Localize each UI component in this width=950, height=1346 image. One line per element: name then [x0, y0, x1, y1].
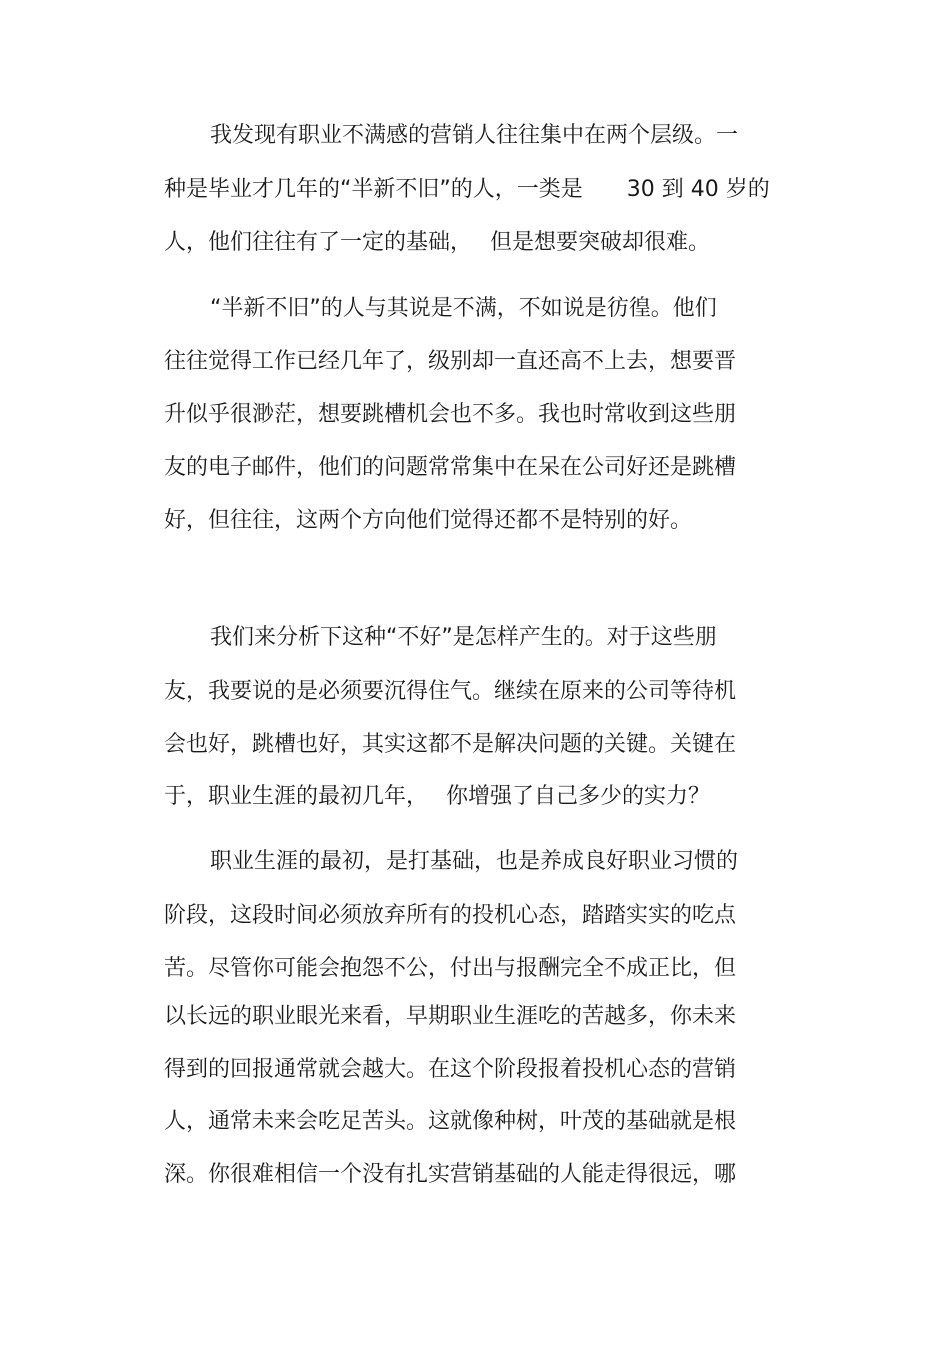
- paragraph-2-line-1: “半新不旧”的人与其说是不满，不如说是彷徨。他们: [210, 296, 717, 321]
- paragraph-1-line-1: 我发现有职业不满感的营销人往往集中在两个层级。一: [210, 123, 739, 148]
- paragraph-4-line-2: 阶段，这段时间必须放弃所有的投机心态，踏踏实实的吃点: [164, 903, 737, 928]
- paragraph-2-line-2: 往往觉得工作已经几年了，级别却一直还高不上去，想要晋: [164, 349, 737, 374]
- paragraph-4-line-3: 苦。尽管你可能会抱怨不公，付出与报酬完全不成正比，但: [164, 956, 737, 981]
- paragraph-2-line-3: 升似乎很渺茫，想要跳槽机会也不多。我也时常收到这些朋: [164, 402, 737, 427]
- paragraph-4-line-1: 职业生涯的最初，是打基础，也是养成良好职业习惯的: [210, 849, 739, 874]
- paragraph-3-line-1: 我们来分析下这种“不好”是怎样产生的。对于这些朋: [210, 625, 717, 650]
- paragraph-3-line-4: 于，职业生涯的最初几年， 你增强了自己多少的实力？: [164, 784, 710, 809]
- paragraph-4-line-6: 人，通常未来会吃足苦头。这就像种树，叶茂的基础就是根: [164, 1109, 737, 1134]
- paragraph-2-line-4: 友的电子邮件，他们的问题常常集中在呆在公司好还是跳槽: [164, 455, 737, 480]
- paragraph-1-line-3: 人，他们往往有了一定的基础， 但是想要突破却很难。: [164, 230, 710, 255]
- paragraph-4-line-4: 以长远的职业眼光来看，早期职业生涯吃的苦越多，你未来: [164, 1004, 737, 1029]
- paragraph-4-line-7: 深。你很难相信一个没有扎实营销基础的人能走得很远，哪: [164, 1162, 737, 1187]
- paragraph-2-line-5: 好，但往往，这两个方向他们觉得还都不是特别的好。: [164, 508, 693, 533]
- paragraph-3-line-3: 会也好，跳槽也好，其实这都不是解决问题的关键。关键在: [164, 732, 737, 757]
- paragraph-3-line-2: 友，我要说的是必须要沉得住气。继续在原来的公司等待机: [164, 679, 737, 704]
- paragraph-1-line-2: 种是毕业才几年的“半新不旧”的人，一类是 30 到 40 岁的: [164, 177, 770, 202]
- paragraph-4-line-5: 得到的回报通常就会越大。在这个阶段报着投机心态的营销: [164, 1057, 737, 1082]
